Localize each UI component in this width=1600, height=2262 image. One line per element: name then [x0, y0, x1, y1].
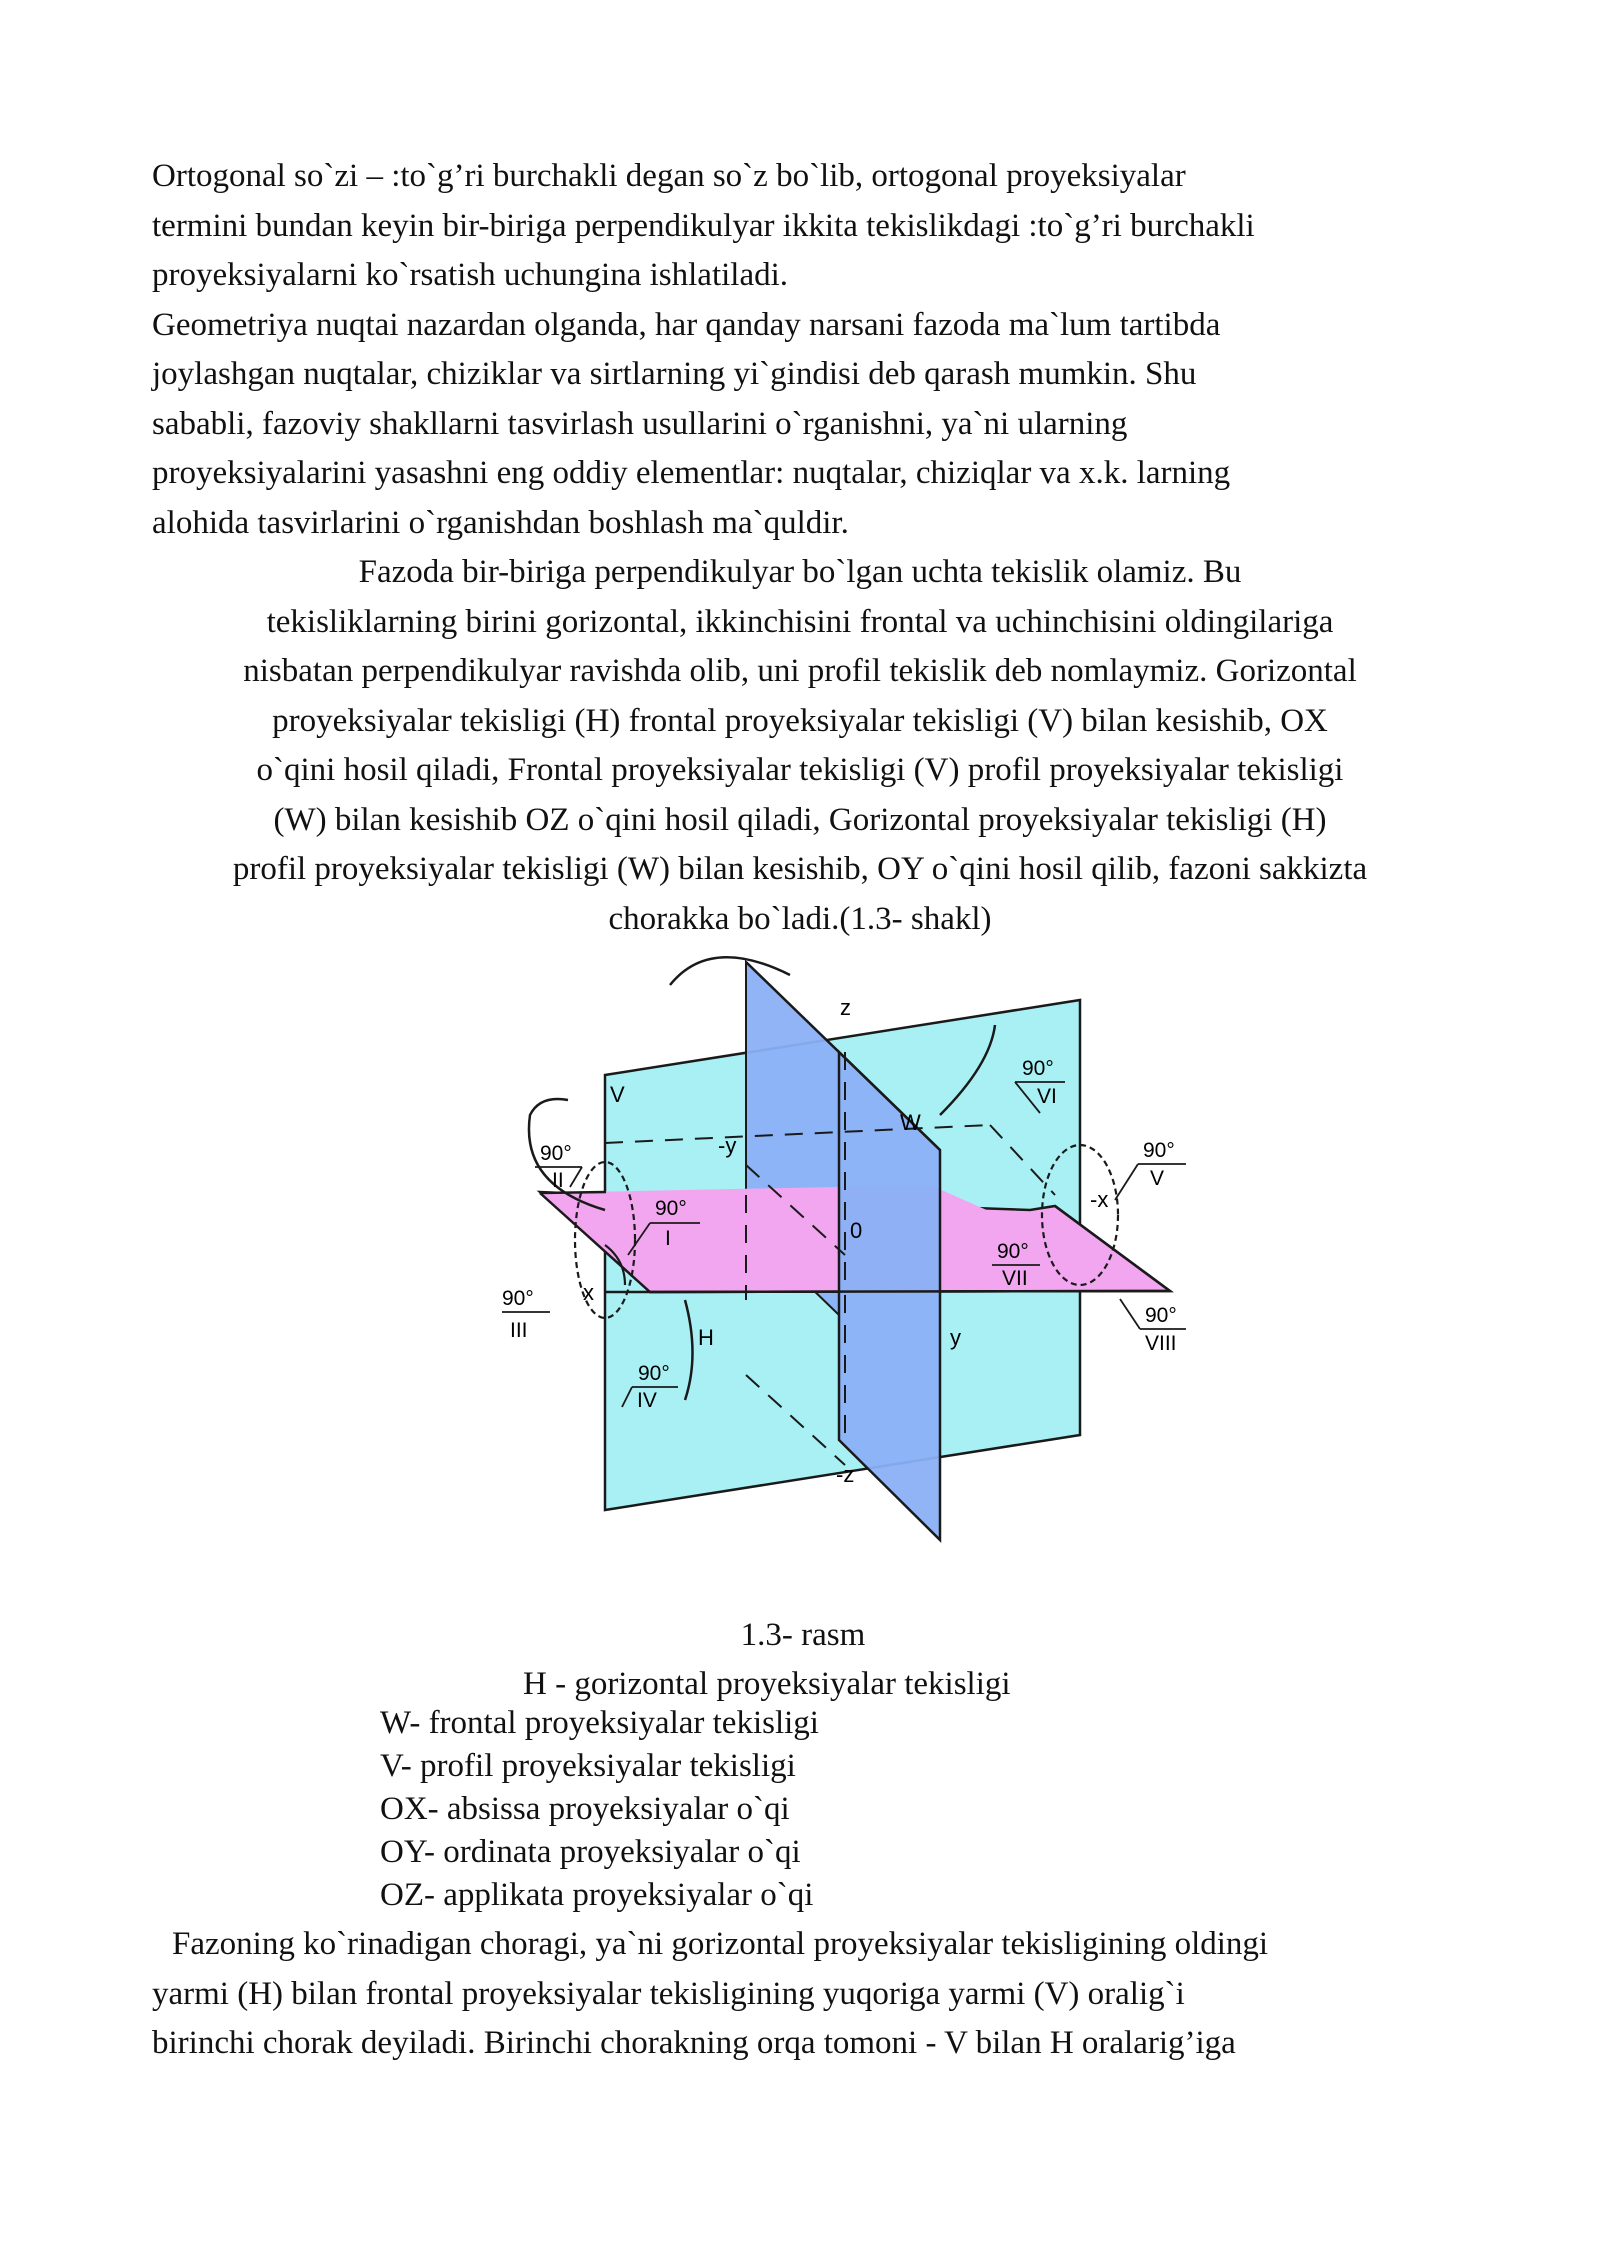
axis-label-minus-z: -z: [836, 1462, 855, 1487]
text-line: birinchi chorak deyiladi. Birinchi chorakning orqa tomoni - V bilan H oralarig’iga: [152, 2025, 1236, 2061]
legend-v: V- profil proyeksiyalar tekisligi: [380, 1748, 796, 1784]
angle-label: 90°: [502, 1287, 534, 1310]
quadrant-label: I: [665, 1227, 671, 1250]
text-line: (W) bilan kesishib OZ o`qini hosil qiladi, Gorizontal proyeksiyalar tekisligi (H): [273, 801, 1327, 838]
centered-paragraph: [152, 548, 1448, 944]
closing-paragraph: [152, 1920, 1452, 2069]
axis-label-y: y: [950, 1325, 961, 1350]
text-line: proyeksiyalarni ko`rsatish uchungina ishlatiladi.: [152, 257, 789, 293]
plane-label-w: W: [900, 1110, 921, 1135]
angle-label: 90°: [1143, 1139, 1175, 1162]
text-line: joylashgan nuqtalar, chiziklar va sirtlarning yi`gindisi deb qarash mumkin. Shu: [152, 356, 1197, 392]
figure-caption-block: [152, 1611, 1452, 1661]
text-line: o`qini hosil qiladi, Frontal proyeksiyalar tekisligi (V) profil proyeksiyalar tekisligi: [256, 752, 1344, 788]
angle-label: 90°: [655, 1197, 687, 1220]
legend-ox: OX- absissa proyeksiyalar o`qi: [380, 1791, 790, 1827]
axis-label-origin: 0: [850, 1218, 863, 1243]
text-line: proyeksiyalarini yasashni eng oddiy elementlar: nuqtalar, chiziqlar va x.k. larning: [152, 455, 1231, 491]
text-line: chorakka bo`ladi.(1.3- shakl): [608, 900, 992, 937]
text-line: sababli, fazoviy shakllarni tasvirlash usullarini o`rganishni, ya`ni ularning: [152, 405, 1128, 442]
plane-label-h: H: [698, 1325, 714, 1350]
legend-w: W- frontal proyeksiyalar tekisligi: [380, 1705, 819, 1741]
text-line: nisbatan perpendikulyar ravishda olib, uni profil tekislik deb nomlaymiz. Gorizontal: [243, 653, 1357, 689]
axis-label-minus-x: -x: [1090, 1187, 1109, 1212]
legend-oz: OZ- applikata proyeksiyalar o`qi: [380, 1877, 814, 1913]
axis-label-z: z: [840, 995, 851, 1020]
text-line: Fazoda bir-biriga perpendikulyar bo`lgan uchta tekislik olamiz. Bu: [358, 554, 1242, 590]
text-line: profil proyeksiyalar tekisligi (W) bilan kesishib, OY o`qini hosil qilib, fazoni sakkizta: [232, 851, 1368, 887]
quadrant-label: V: [1150, 1167, 1165, 1190]
legend-list: [380, 1702, 819, 1917]
text-line: tekisliklarning birini gorizontal, ikkinchisini frontal va uchinchisini oldingilariga: [266, 603, 1334, 640]
quadrant-label: VIII: [1145, 1332, 1177, 1355]
quadrant-ii: [535, 1142, 582, 1192]
axis-label-minus-y: -y: [718, 1133, 737, 1158]
quadrant-label: IV: [637, 1389, 657, 1412]
quadrant-label: VI: [1037, 1085, 1057, 1108]
angle-label: 90°: [540, 1142, 572, 1165]
text-line: alohida tasvirlarini o`rganishdan boshlash ma`quldir.: [152, 504, 849, 541]
angle-label: 90°: [997, 1240, 1029, 1263]
figure-caption: 1.3- rasm: [740, 1617, 866, 1653]
quadrant-label: III: [510, 1319, 528, 1342]
quadrant-iii: [502, 1287, 550, 1342]
text-line: proyeksiyalar tekisligi (H) frontal proyeksiyalar tekisligi (V) bilan kesishib, OX: [272, 702, 1328, 739]
plane-label-v: V: [610, 1082, 625, 1107]
legend-oy: OY- ordinata proyeksiyalar o`qi: [380, 1834, 801, 1870]
text-line: Fazoning ko`rinadigan choragi, ya`ni gorizontal proyeksiyalar tekisligining oldingi: [172, 1926, 1269, 1962]
quadrant-label: II: [552, 1169, 564, 1192]
text-line: yarmi (H) bilan frontal proyeksiyalar tekisligining yuqoriga yarmi (V) oralig`i: [152, 1975, 1185, 2012]
angle-label: 90°: [1022, 1057, 1054, 1080]
ox-axis-line: [605, 1291, 1170, 1292]
text-line: Geometriya nuqtai nazardan olganda, har qanday narsani fazoda ma`lum tartibda: [152, 306, 1221, 343]
text-line: Ortogonal so`zi – :to`g’ri burchakli degan so`z bo`lib, ortogonal proyeksiyalar: [152, 158, 1186, 194]
text-line: termini bundan keyin bir-biriga perpendikulyar ikkita tekislikdagi :to`g’ri burchakli: [152, 207, 1255, 244]
projection-planes-figure: [502, 955, 1190, 1555]
quadrant-label: VII: [1002, 1267, 1028, 1290]
legend-h: H - gorizontal proyeksiyalar tekisligi: [523, 1666, 1011, 1702]
angle-label: 90°: [638, 1362, 670, 1385]
angle-label: 90°: [1145, 1304, 1177, 1327]
axis-label-x: x: [583, 1280, 594, 1305]
quadrant-v: [1115, 1139, 1186, 1200]
quadrant-viii: [1120, 1299, 1186, 1355]
intro-paragraph: [152, 152, 1452, 548]
